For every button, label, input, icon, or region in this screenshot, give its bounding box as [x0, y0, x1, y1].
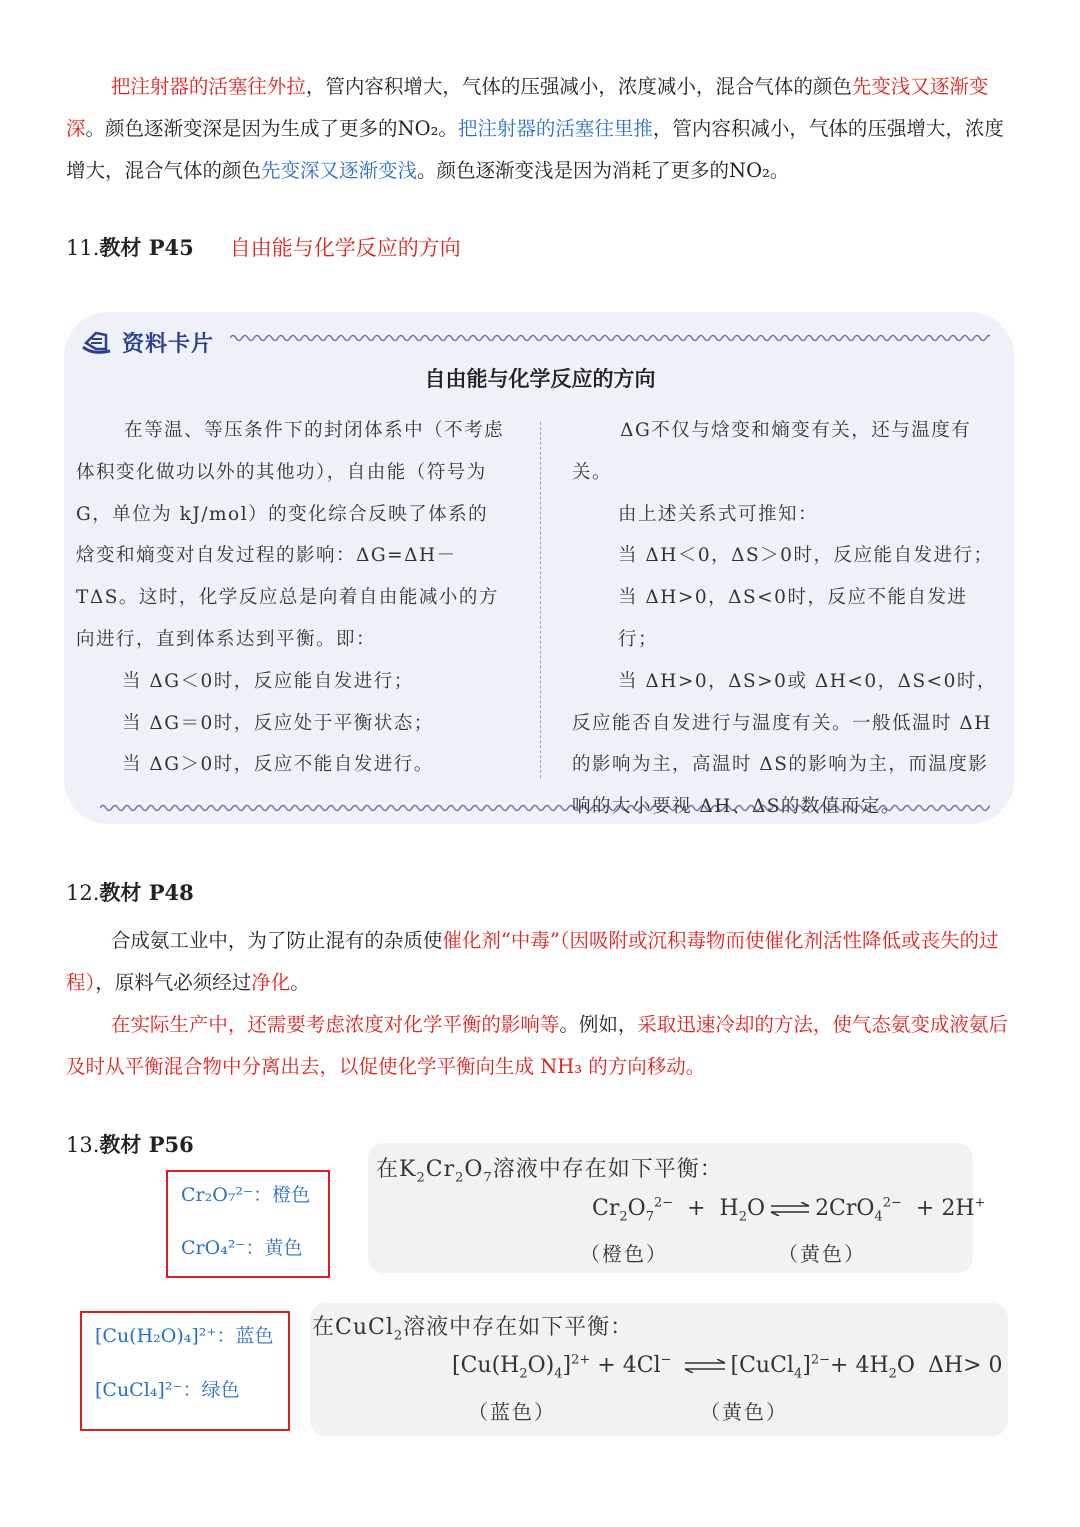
- right-intro-text: ΔG不仅与焓变和熵变有关，还与温度有关。: [572, 420, 972, 483]
- card-right-column: [572, 410, 1004, 828]
- tetraaqua-copper-color-label: [Cu(H₂O)₄]²⁺：蓝色: [95, 1325, 274, 1347]
- right-item-1: 当 ΔH＜0，ΔS＞0时，反应能自发进行；: [618, 545, 994, 567]
- highlight-lighter-then-darker: 先变浅又逐渐变深: [66, 75, 989, 140]
- copper-equilibrium-intro: 在CuCl$_2$溶液中存在如下平衡：: [312, 1315, 634, 1344]
- orange-color-note: （橙色）: [580, 1242, 668, 1266]
- left-item-1: 当 ΔG＜0时，反应能自发进行；: [122, 670, 414, 692]
- section-13-heading: [66, 1129, 194, 1159]
- dichromate-color-label: Cr₂O₇²⁻：橙色: [181, 1184, 311, 1206]
- text-segment: 。例如，: [559, 1013, 638, 1036]
- equilibrium-arrow-icon: [769, 1202, 811, 1216]
- intro-prefix: 在: [312, 1315, 336, 1340]
- intro-suffix: 溶液中存在如下平衡：: [403, 1315, 634, 1340]
- text-segment: ，管内容积增大，气体的压强减小，浓度减小，混合气体的颜色: [305, 75, 852, 98]
- section-number: 11.: [66, 236, 100, 260]
- left-item-3: 当 ΔG＞0时，反应不能自发进行。: [122, 754, 434, 776]
- yellow-color-note: （黄色）: [778, 1242, 866, 1266]
- text-segment: 。: [290, 971, 310, 994]
- left-intro-text: 在等温、等压条件下的封闭体系中（不考虑体积变化做功以外的其他功），自由能（符号为G，单位为 kJ/mol）的变化综合反映了体系的焓变和熵变对自发过程的影响：ΔG=ΔH－TΔS。这时，化学反应总是向着自由能减小的方向进行，直到体系达到平衡。即：: [76, 420, 505, 650]
- highlight-darker-then-lighter: 先变深又逐渐变浅: [261, 159, 418, 182]
- tetrachlorocuprate-color-label: [CuCl₄]²⁻：绿色: [95, 1379, 240, 1401]
- chromate-color-label: CrO₄²⁻：黄色: [181, 1237, 303, 1259]
- text-segment: 。颜色逐渐变深是因为生成了更多的: [85, 117, 398, 140]
- card-title: 自由能与化学反应的方向: [424, 367, 656, 391]
- intro-prefix: 在: [376, 1157, 400, 1182]
- text-segment: NO₂。: [397, 117, 458, 140]
- highlight-concentration: 在实际生产中，还需要考虑浓度对化学平衡的影响等: [110, 1013, 560, 1036]
- right-last-text: 当 ΔH>0，ΔS>0或 ΔH<0，ΔS<0时，反应能否自发进行与温度有关。一般低温时 ΔH的影响为主，高温时 ΔS的影响为主，而温度影响的大小要视 ΔH、ΔS的数值而定。: [572, 670, 997, 818]
- blue-color-note: （蓝色）: [468, 1400, 556, 1424]
- section-label: 教材 P48: [99, 880, 194, 905]
- highlight-rapid-cooling: 采取迅速冷却的方法，使气态氨变成液氨后及时从平衡混合物中分离出去，以促使化学平衡向生成 NH₃ 的方向移动。: [66, 1013, 1008, 1078]
- section-12-paragraph-2: [66, 1004, 1016, 1088]
- right-item-2: 当 ΔH>0，ΔS<0时，反应不能自发进行；: [618, 587, 968, 650]
- section-11-heading: [66, 232, 461, 262]
- text-segment: ，原料气必须经过: [95, 971, 252, 994]
- section-12-paragraph-1: [66, 920, 1016, 1004]
- copper-complex-color-box: [80, 1311, 290, 1431]
- text-segment: 合成氨工业中，为了防止混有的杂质使: [110, 929, 443, 952]
- section-label: 教材 P45: [99, 235, 194, 260]
- section-number: 13.: [66, 1133, 100, 1157]
- section-label: 教材 P56: [99, 1132, 194, 1157]
- intro-paragraph: [66, 66, 1016, 192]
- section-12-heading: [66, 877, 194, 907]
- enthalpy-condition: ΔH> 0: [928, 1353, 1003, 1378]
- section-title: 自由能与化学反应的方向: [229, 236, 461, 260]
- card-header: [80, 322, 214, 362]
- book-icon: [80, 325, 114, 359]
- intro-suffix: 溶液中存在如下平衡：: [492, 1157, 723, 1182]
- left-item-2: 当 ΔG＝0时，反应处于平衡状态；: [122, 712, 434, 734]
- card-label: 资料卡片: [122, 331, 215, 357]
- highlight-push-piston: 把注射器的活塞往里推: [457, 117, 653, 140]
- column-divider: [540, 422, 541, 778]
- equilibrium-arrow-icon: [683, 1359, 727, 1373]
- section-number: 12.: [66, 881, 100, 905]
- card-left-column: [76, 410, 508, 786]
- text-segment: NO₂。: [729, 159, 790, 182]
- copper-equation: $[Cu(H_2O)_4]^{2+} + 4Cl^-$ [CuCl$_4$]$^{2-}$+ $4H_2O$: [452, 1352, 915, 1382]
- text-segment: 。颜色逐渐变浅是因为消耗了更多的: [417, 159, 730, 182]
- dichromate-color-box: [166, 1170, 330, 1278]
- wave-divider-top: [230, 330, 990, 346]
- highlight-catalyst-poisoning: 催化剂“中毒”（因吸附或沉积毒物而使催化剂活性降低或丧失的过程）: [66, 929, 999, 994]
- dichromate-equilibrium-intro: 在$K_2Cr_2O_7$溶液中存在如下平衡：: [376, 1157, 723, 1186]
- text-segment: ，管内容积减小，气体的压强增大，浓度增大，混合气体的颜色: [66, 117, 1004, 182]
- highlight-pull-piston: 把注射器的活塞往外拉: [110, 75, 306, 98]
- yellow-color-note-2: （黄色）: [700, 1400, 788, 1424]
- highlight-purification: 净化: [251, 971, 291, 994]
- right-lead-text: 由上述关系式可推知：: [618, 503, 819, 525]
- dichromate-equation: $Cr_2O_7^{2-} + H_2O$ 2CrO$_4^{2-}$ + 2H+: [592, 1195, 986, 1225]
